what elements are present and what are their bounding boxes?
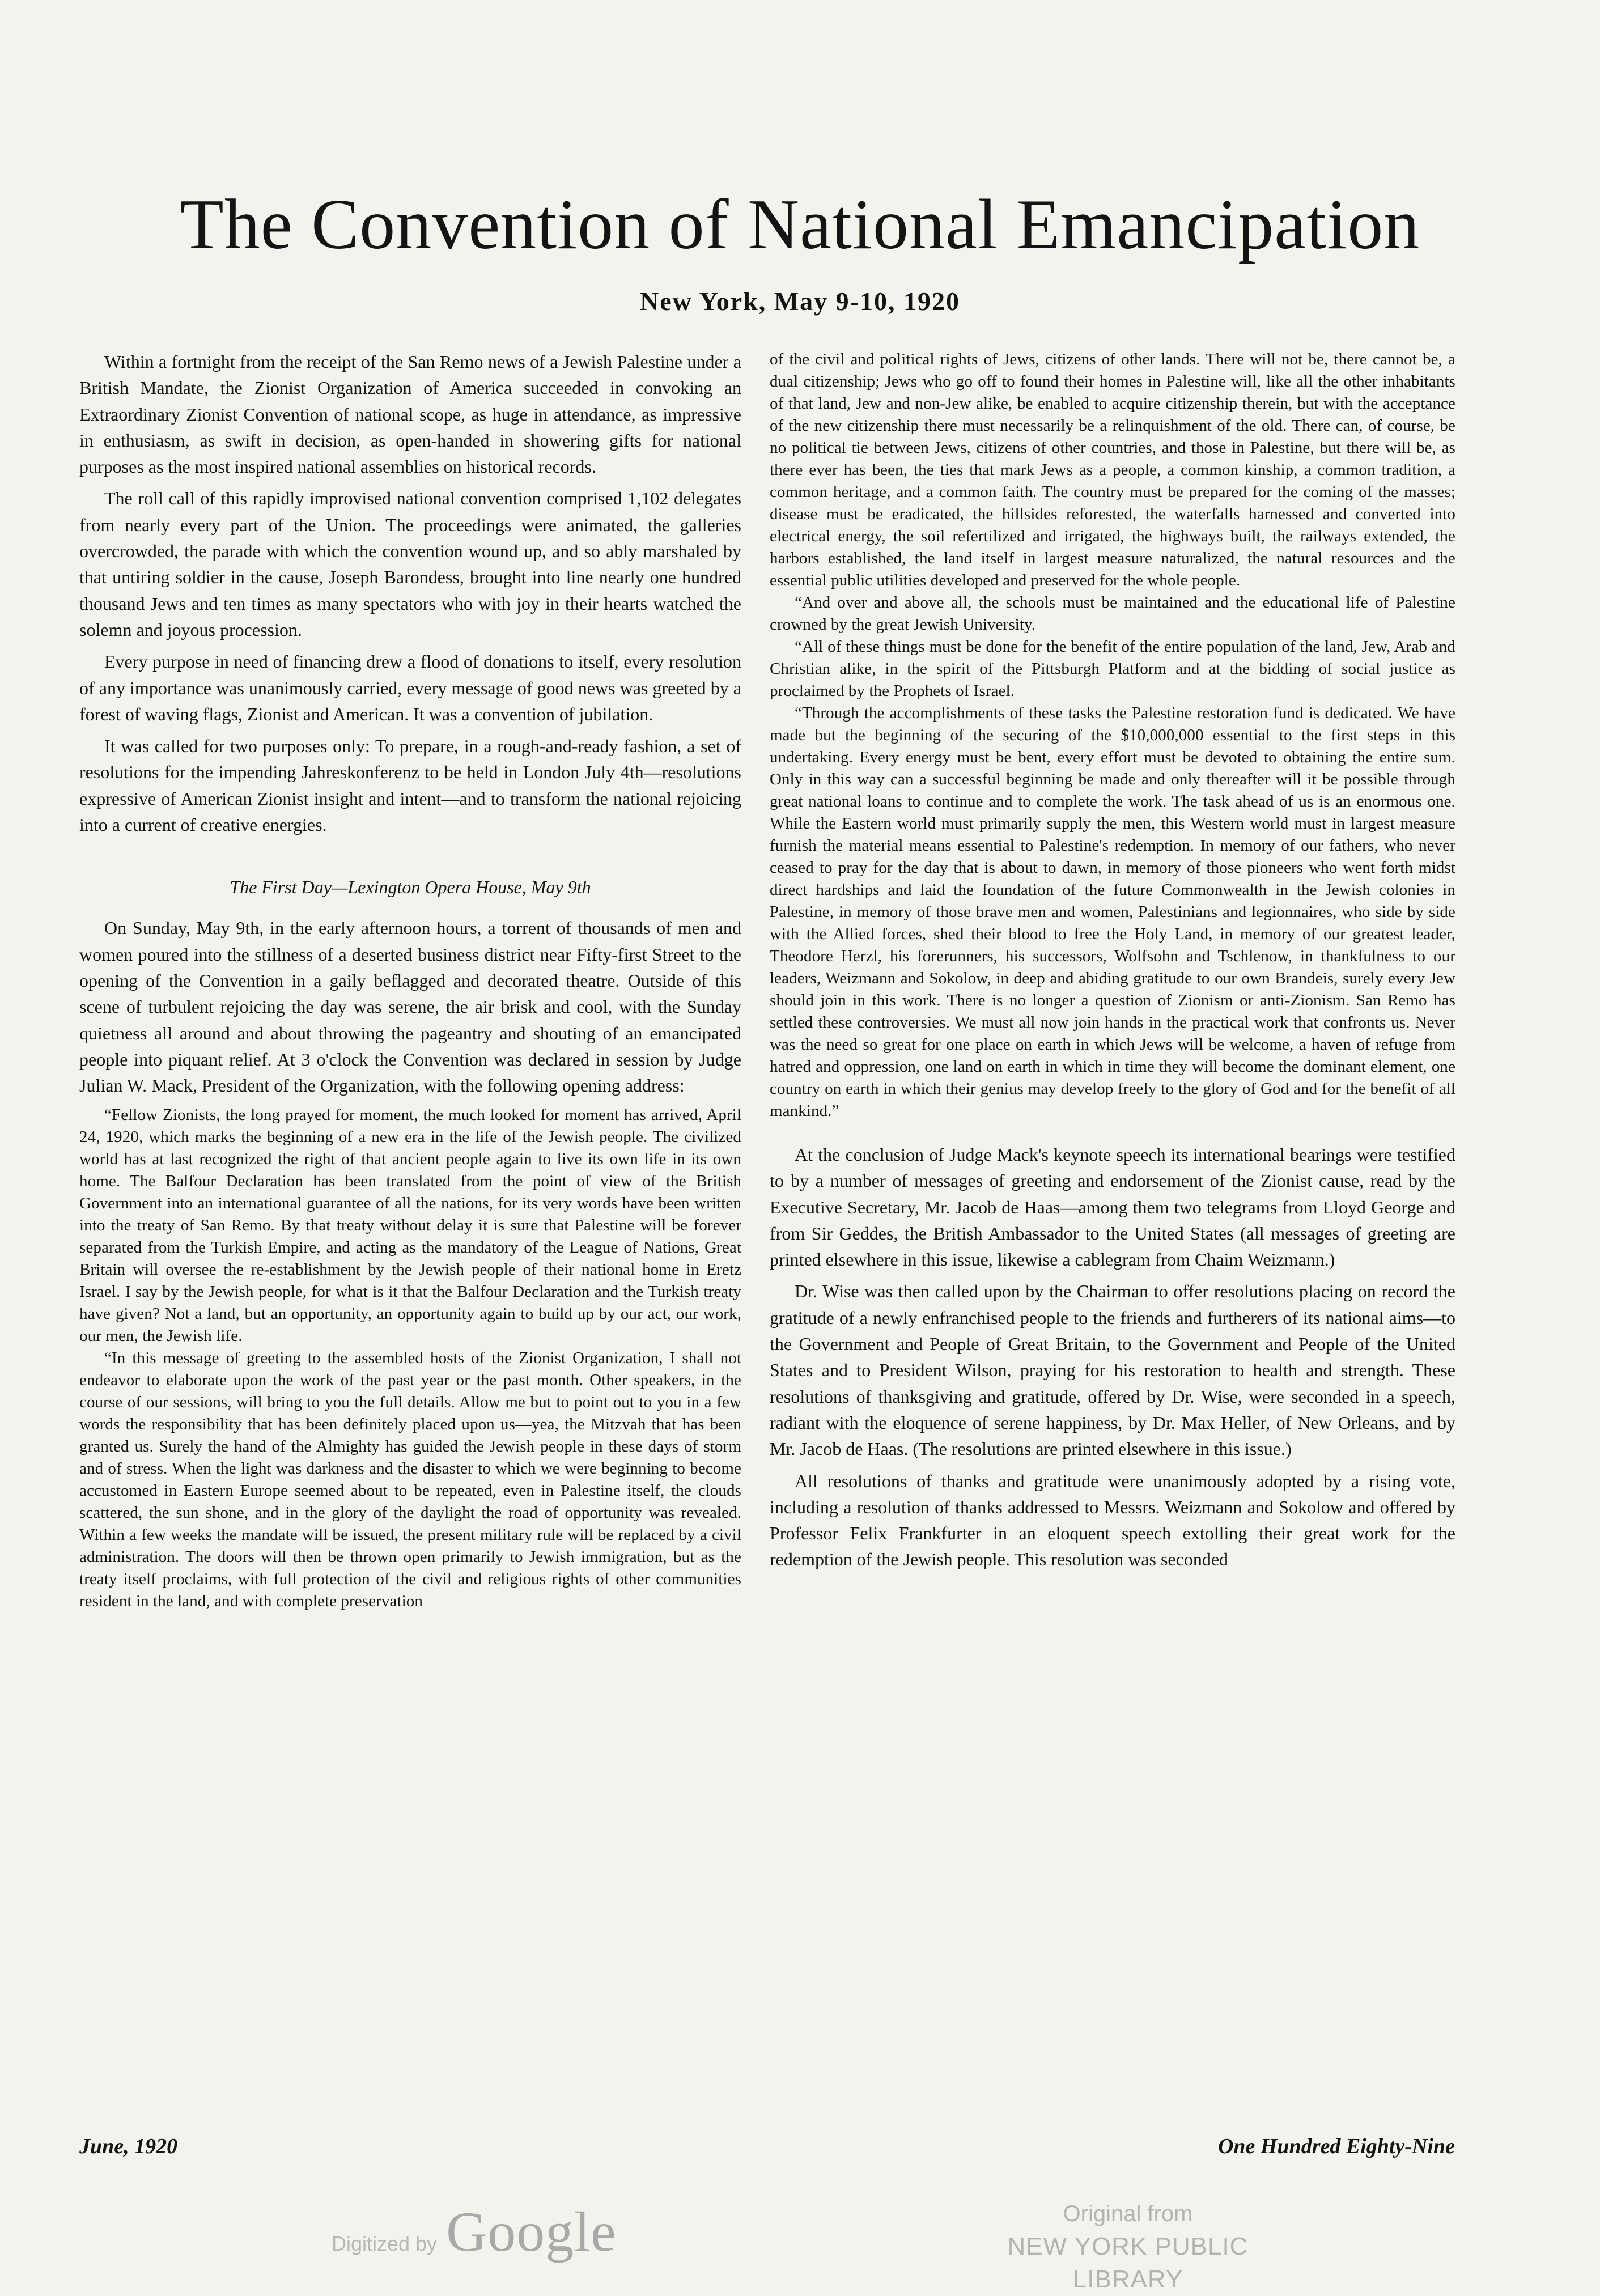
paragraph: On Sunday, May 9th, in the early afternoon hours, a torrent of thousands of men and women poured into the stillness of a deserted business district near Fifty-first Street to the opening of the Convention in a gaily beflagged and decorated theatre. Outside of this scene of turbulent rejoicing the day was serene, the air brisk and cool, with the Sunday quietness all around and about throwing the pageantry and shouting of an emancipated people into piquant relief. At 3 o'clock the Convention was declared in session by Judge Julian W. Mack, President of the Organization, with the following opening address: xyxy=(79,918,741,1096)
source-watermark xyxy=(952,2197,1304,2296)
paragraph: Dr. Wise was then called upon by the Chairman to offer resolutions placing on record the gratitude of a newly enfranchised people to the friends and furtherers of its national aims—to the Government and People of Great Britain, to the Government and People of the United States and to President Wilson, praying for his restoration to health and strength. These resolutions of thanksgiving and gratitude, offered by Dr. Wise, were seconded in a speech, radiant with the eloquence of serene happiness, by Dr. Max Heller, of New Orleans, and by Mr. Jacob de Haas. (The resolutions are printed elsewhere in this issue.) xyxy=(770,1281,1455,1459)
section-heading: The First Day—Lexington Opera House, May 9th xyxy=(230,877,591,898)
article-subtitle: New York, May 9-10, 1920 xyxy=(639,287,960,316)
paragraph: At the conclusion of Judge Mack's keynote speech its international bearings were testified to by a number of messages of greeting and endorsement of the Zionist cause, read by the Executive Secretary, Mr. Jacob de Haas—among them two telegrams from Lloyd George and from Sir Geddes, the British Ambassador to the United States (all messages of greeting are printed elsewhere in this issue, likewise a cablegram from Chaim Weizmann.) xyxy=(770,1144,1455,1270)
page-number: One Hundred Eighty-Nine xyxy=(1217,2134,1455,2158)
library-name: NEW YORK PUBLIC LIBRARY xyxy=(1007,2233,1249,2293)
original-from-label: Original from xyxy=(1063,2201,1193,2226)
article-title: The Convention of National Emancipation xyxy=(180,185,1420,264)
paragraph: Every purpose in need of financing drew a flood of donations to itself, every resolution of any importance was unanimously carried, every message of good news was greeted by a forest of waving flags, Zionist and American. It was a convention of jubilation. xyxy=(79,651,741,724)
left-column xyxy=(79,349,741,1612)
paragraph: The roll call of this rapidly improvised national convention comprised 1,102 delegates from nearly every part of the Union. The proceedings were animated, the galleries overcrowded, the parade with which the convention wound up, and so ably marshaled by that untiring soldier in the cause, Joseph Barondess, brought into line nearly one hundred thousand Jews and ten times as many spectators who with joy in their hearts watched the solemn and joyous procession. xyxy=(79,488,741,640)
quote-paragraph: of the civil and political rights of Jews, citizens of other lands. There will not be, there cannot be, a dual citizenship; Jews who go off to found their homes in Palestine will, like all the other inhabitants of that land, Jew and non-Jew alike, be enabled to acquire citizenship therein, but with the acceptance of the new citizenship there must necessarily be a relinquishment of the old. There can, of course, be no political tie between Jews, citizens of other countries, and those in Palestine, but there will be, as there ever has been, the ties that mark Jews as a people, a common kinship, a common tradition, a common heritage, and a common faith. The country must be prepared for the coming of the masses; disease must be eradicated, the hillsides reforested, the waterfalls harnessed and converted into electrical energy, the soil refertilized and irrigated, the highways built, the railways extended, the harbors established, the land itself in largest measure naturalized, the natural resources and the essential public utilities developed and preserved for the whole people. xyxy=(770,350,1455,589)
quote-paragraph: “Fellow Zionists, the long prayed for moment, the much looked for moment has arrived, April 24, 1920, which marks the beginning of a new era in the life of the Jewish people. The civilized world has at last recognized the right of that ancient people again to live its own life in its own home. The Balfour Declaration has been translated from the point of view of the British Government into an international guarantee of all the nations, for its very words have been written into the treaty of San Remo. By that treaty without delay it is sure that Palestine will be forever separated from the Turkish Empire, and acting as the mandatory of the League of Nations, Great Britain will oversee the re-establishment by the Jewish people of their national home in Eretz Israel. I say by the Jewish people, for what is it that the Balfour Declaration and the Turkish treaty have given? Not a land, but an opportunity, an opportunity again to build up by our act, our work, our men, the Jewish life. xyxy=(79,1106,741,1346)
quote-paragraph: “Through the accomplishments of these tasks the Palestine restoration fund is dedicated. We have made but the beginning of the securing of the $10,000,000 essential to the first steps in this undertaking. Every energy must be bent, every effort must be devoted to obtaining the entire sum. Only in this way can a successful beginning be made and only thereafter will it be possible through great national loans to continue and to complete the work. The task ahead of us is an enormous one. While the Eastern world must primarily supply the men, this Western world must in largest measure furnish the material means essential to Palestine's redemption. In memory of our fathers, who never ceased to pray for the day that is about to dawn, in memory of those pioneers who went forth midst direct hardships and laid the foundation of the future Commonwealth in the Jewish colonies in Palestine, in memory of those brave men and women, Palestinians and legionnaires, who side by side with the Allied forces, shed their blood to free the Holy Land, in memory of our greatest leader, Theodore Herzl, his forerunners, his successors, Wolfsohn and Tschlenow, in thankfulness to our leaders, Weizmann and Sokolow, in deep and abiding gratitude to our own Brandeis, surely every Jew should join in this work. There is no longer a question of Zionism or anti-Zionism. San Remo has settled these controversies. We must all now join hands in the practical work that confronts us. Never was the need so great for one place on earth in which Jews will be welcome, a haven of refuge from hatred and oppression, one land on earth in which in time they will become the dominant element, one country on earth in which their genius may develop freely to the glory of God and for the benefit of all mankind.” xyxy=(770,704,1455,1120)
quote-paragraph: “In this message of greeting to the assembled hosts of the Zionist Organization, I shall not endeavor to elaborate upon the work of the past year or the past month. Other speakers, in the course of our sessions, will bring to you the full details. Allow me but to point out to you in a few words the responsibility that has been definitely placed upon us—yea, the Mitzvah that has been granted us. Surely the hand of the Almighty has guided the Jewish people in these days of storm and of stress. When the light was darkness and the disaster to which we were beginning to become accustomed in Eastern Europe seemed about to be repeated, even in Palestine itself, the clouds scattered, the sun shone, and in the glory of the daylight the road of opportunity was revealed. Within a few weeks the mandate will be issued, the present military rule will be replaced by a civil administration. The doors will then be thrown open primarily to Jewish immigration, but as the treaty itself proclaims, with full protection of the civil and religious rights of other communities resident in the land, and with complete preservation xyxy=(79,1349,741,1611)
paragraph: It was called for two purposes only: To prepare, in a rough-and-ready fashion, a set of resolutions for the impending Jahreskonferenz to be held in London July 4th—resolutions expressive of American Zionist insight and intent—and to transform the national rejoicing into a current of creative energies. xyxy=(79,736,741,835)
right-column xyxy=(770,349,1455,1573)
google-logo: Google xyxy=(446,2200,617,2263)
paragraph: Within a fortnight from the receipt of the San Remo news of a Jewish Palestine under a British Mandate, the Zionist Organization of America succeeded in convoking an Extraordinary Zionist Convention of national scope, as huge in attendance, as impressive in enthusiasm, as swift in decision, as open-handed in showering gifts for national purposes as the most inspired national assemblies on historical records. xyxy=(79,351,741,477)
digitized-by-watermark xyxy=(332,2199,616,2264)
quote-paragraph: “And over and above all, the schools must be maintained and the educational life of Palestine crowned by the great Jewish University. xyxy=(770,593,1455,634)
issue-date: June, 1920 xyxy=(79,2134,178,2158)
quote-paragraph: “All of these things must be done for the benefit of the entire population of the land, Jew, Arab and Christian alike, in the spirit of the Pittsburgh Platform and at the bidding of social justice as proclaimed by the Prophets of Israel. xyxy=(770,638,1455,700)
digitized-by-label: Digitized by xyxy=(332,2232,438,2255)
paragraph: All resolutions of thanks and gratitude were unanimously adopted by a rising vote, including a resolution of thanks addressed to Messrs. Weizmann and Sokolow and offered by Professor Felix Frankfurter in an eloquent speech extolling their great work for the redemption of the Jewish people. This resolution was seconded xyxy=(770,1470,1455,1570)
